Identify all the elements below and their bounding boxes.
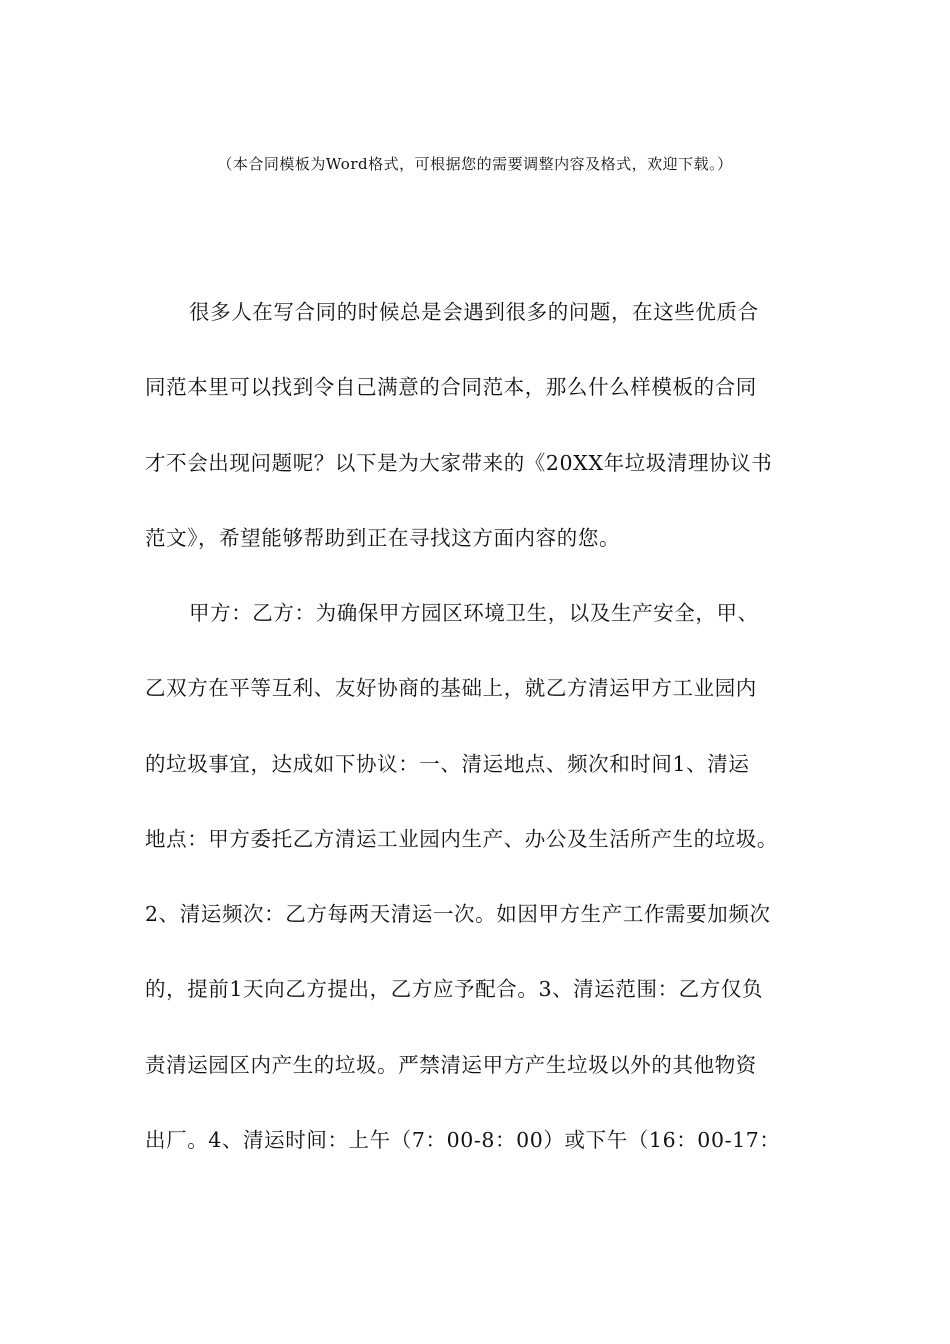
- paragraph-2-line-5: 2、清运频次：乙方每两天清运一次。如因甲方生产工作需要加频次: [145, 902, 771, 926]
- paragraph-2-line-6: 的，提前1天向乙方提出，乙方应予配合。3、清运范围：乙方仅负: [145, 977, 764, 1001]
- paragraph-2-line-3: 的垃圾事宜，达成如下协议：一、清运地点、频次和时间1、清运: [145, 752, 750, 776]
- paragraph-2-line-2: 乙双方在平等互利、友好协商的基础上，就乙方清运甲方工业园内: [145, 676, 757, 700]
- paragraph-2-line-8: 出厂。4、清运时间：上午（7：00-8：00）或下午（16：00-17：: [145, 1128, 781, 1152]
- paragraph-2-line-4: 地点：甲方委托乙方清运工业园内生产、办公及生活所产生的垃圾。: [145, 827, 778, 851]
- paragraph-1-line-3: 才不会出现问题呢？以下是为大家带来的《20XX年垃圾清理协议书: [145, 451, 773, 475]
- paragraph-1-line-2: 同范本里可以找到令自己满意的合同范本，那么什么样模板的合同: [145, 375, 757, 399]
- template-notice: （本合同模板为Word格式，可根据您的需要调整内容及格式，欢迎下载。）: [217, 155, 733, 173]
- paragraph-1-line-1: 很多人在写合同的时候总是会遇到很多的问题，在这些优质合: [189, 300, 759, 324]
- paragraph-2-line-1: 甲方：乙方：为确保甲方园区环境卫生，以及生产安全，甲、: [189, 601, 759, 625]
- paragraph-2-line-7: 责清运园区内产生的垃圾。严禁清运甲方产生垃圾以外的其他物资: [145, 1053, 757, 1077]
- paragraph-1-line-4: 范文》，希望能够帮助到正在寻找这方面内容的您。: [145, 526, 621, 550]
